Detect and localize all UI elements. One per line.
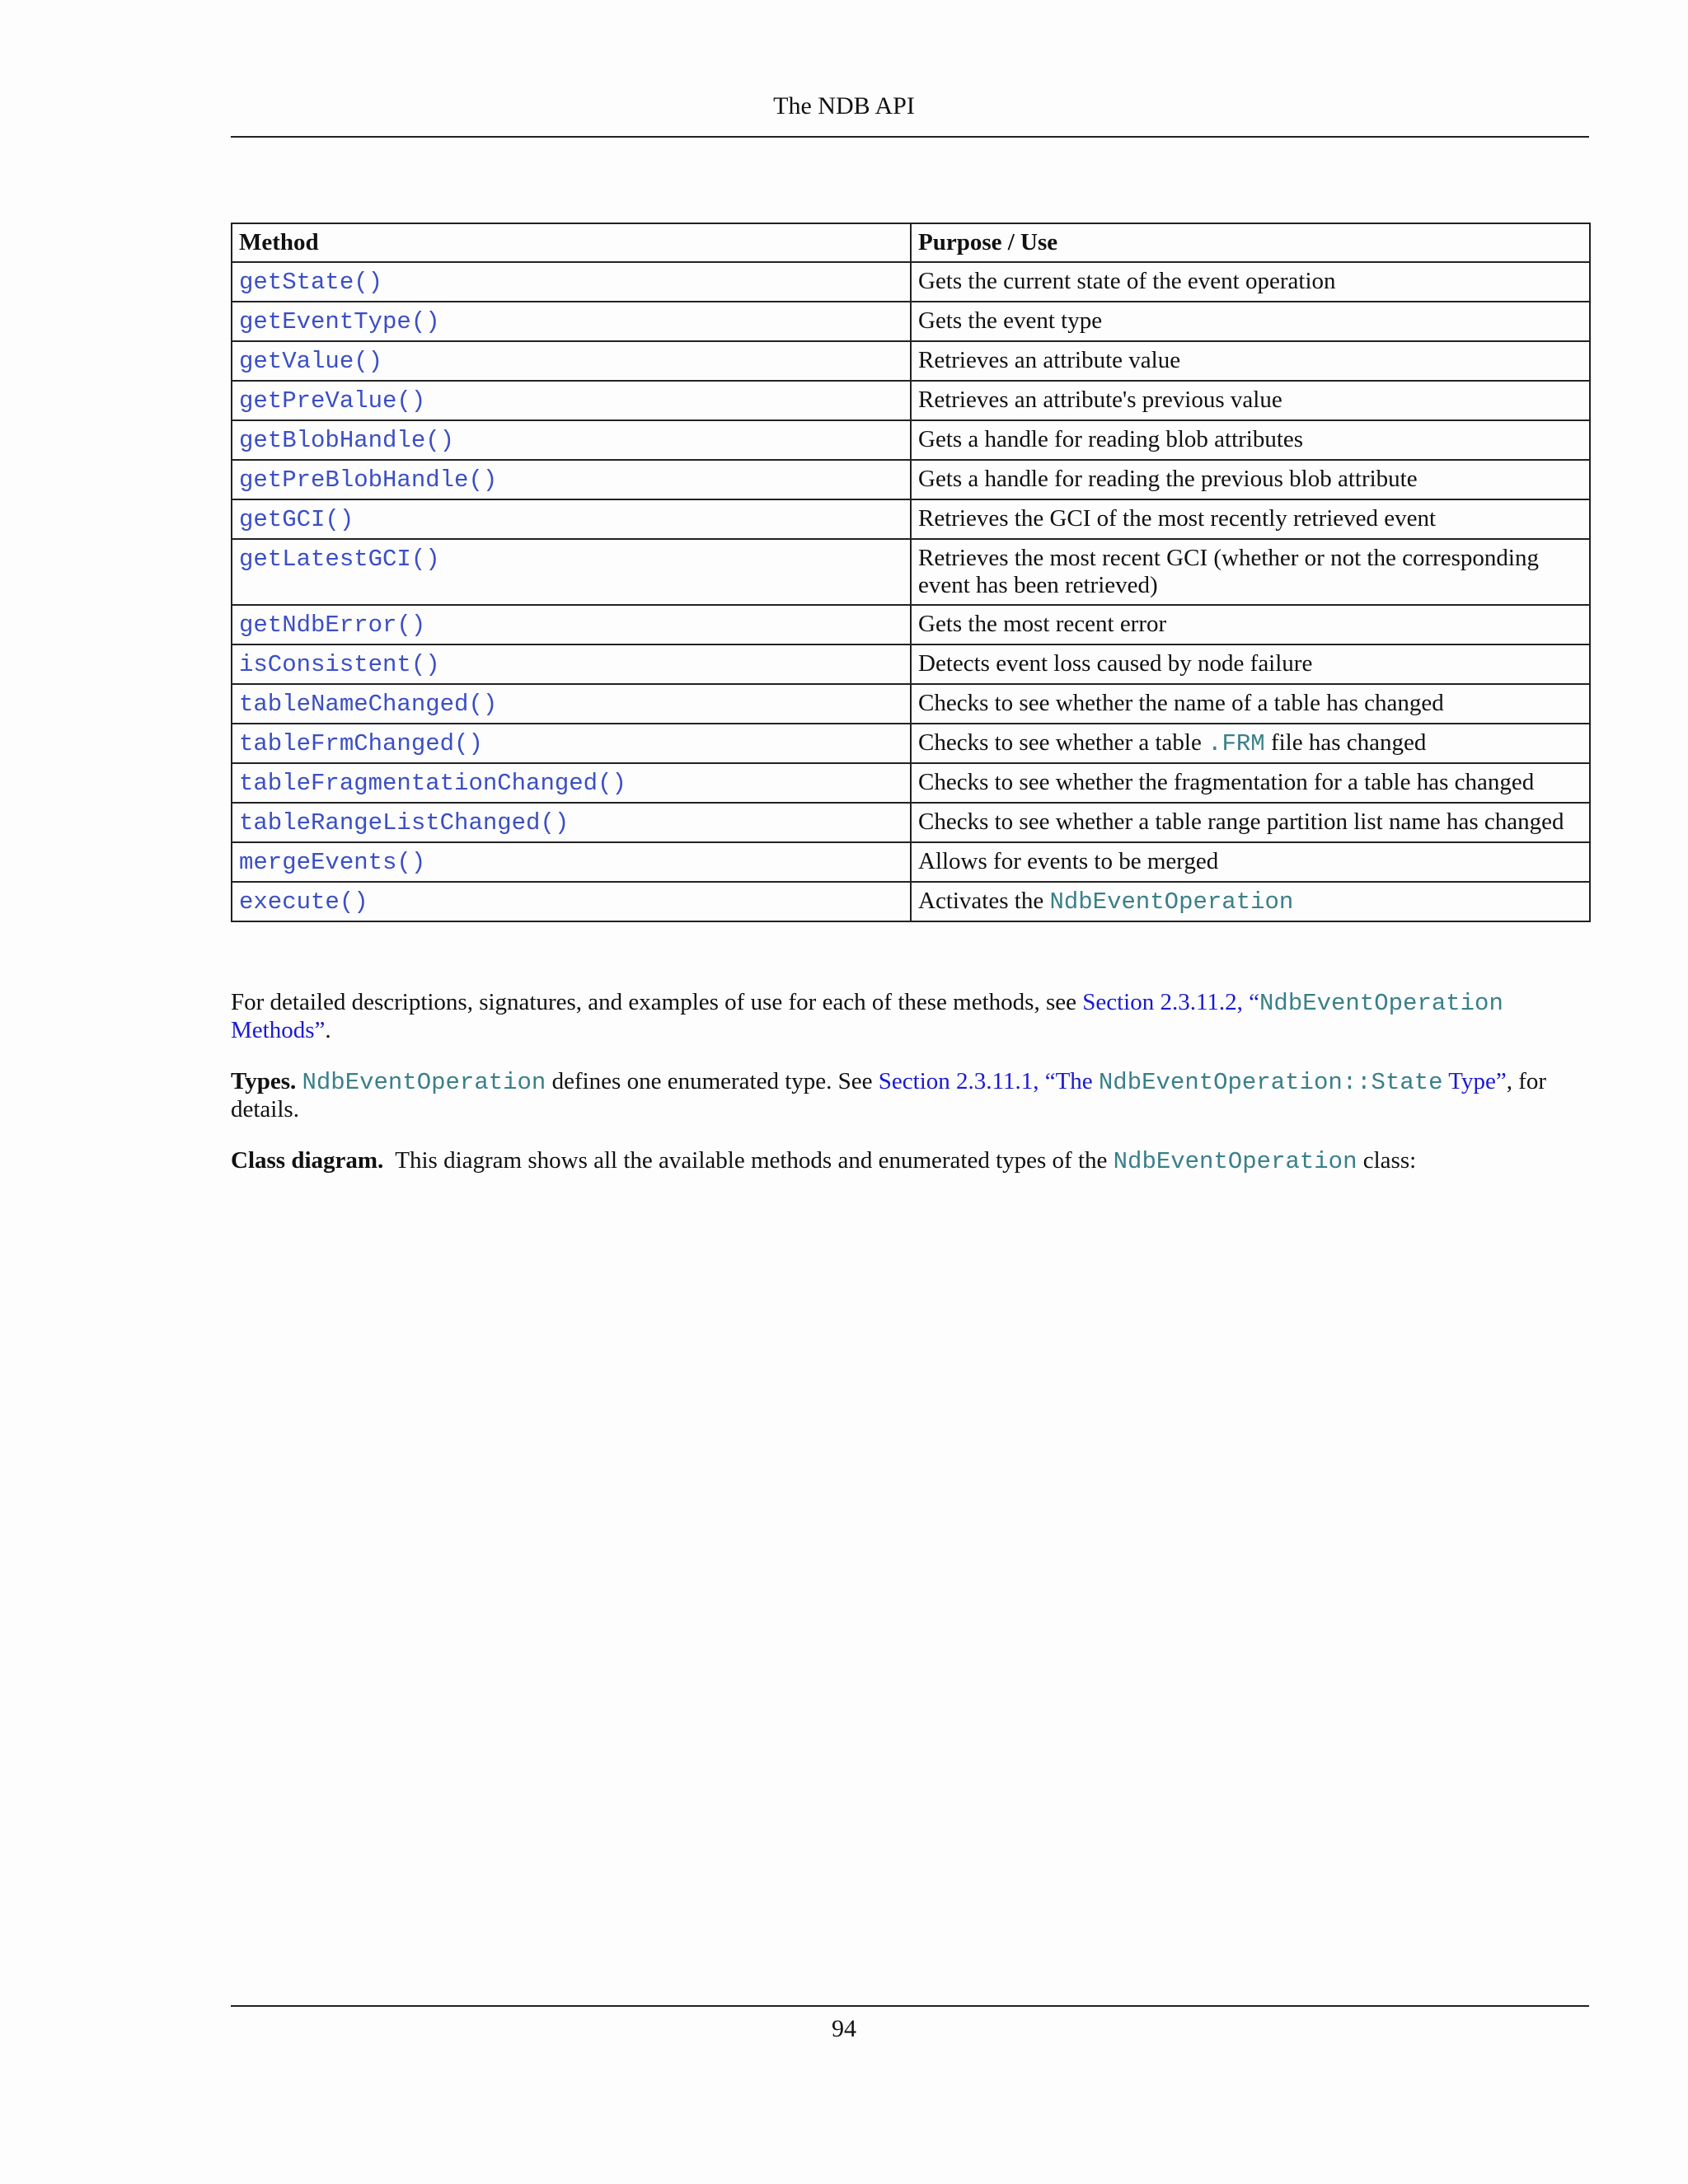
table-row <box>232 724 1590 763</box>
method-link-getlatestgci[interactable]: getLatestGCI() <box>239 546 440 573</box>
purpose-cell: Retrieves the GCI of the most recently retrieved event <box>911 499 1590 539</box>
purpose-cell <box>911 882 1590 921</box>
method-link-getgci[interactable]: getGCI() <box>239 506 354 533</box>
types-label: Types. <box>231 1068 297 1094</box>
method-link-tablefragmentationchanged[interactable]: tableFragmentationChanged() <box>239 770 626 797</box>
purpose-cell: Allows for events to be merged <box>911 842 1590 882</box>
link-text: Section 2.3.11.1, “The <box>878 1068 1099 1094</box>
link-text: Methods” <box>231 1017 326 1043</box>
purpose-cell: Gets a handle for reading blob attributes <box>911 420 1590 460</box>
table-row <box>232 684 1590 724</box>
table-row <box>232 381 1590 420</box>
class-diagram-paragraph <box>231 1147 1591 1175</box>
types-paragraph <box>231 1068 1591 1123</box>
paragraph-text: , for details. <box>231 1068 1547 1122</box>
purpose-cell: Gets a handle for reading the previous blob attribute <box>911 460 1590 499</box>
method-column-header: Method <box>232 223 911 262</box>
purpose-cell: Checks to see whether the name of a table has changed <box>911 684 1590 724</box>
purpose-cell: Checks to see whether a table range partition list name has changed <box>911 803 1590 842</box>
method-link-tablenamechanged[interactable]: tableNameChanged() <box>239 691 498 718</box>
purpose-cell: Detects event loss caused by node failure <box>911 644 1590 684</box>
purpose-text: Activates the <box>918 888 1050 914</box>
purpose-text: file has changed <box>1264 729 1427 756</box>
purpose-text: Checks to see whether a table <box>918 729 1208 756</box>
table-row <box>232 460 1590 499</box>
method-link-geteventtype[interactable]: getEventType() <box>239 308 440 335</box>
table-row <box>232 341 1590 381</box>
table-row <box>232 499 1590 539</box>
table-row <box>232 420 1590 460</box>
methods-table <box>231 223 1591 922</box>
purpose-column-header: Purpose / Use <box>911 223 1590 262</box>
purpose-cell: Checks to see whether the fragmentation for a table has changed <box>911 763 1590 803</box>
purpose-cell: Retrieves an attribute value <box>911 341 1590 381</box>
paragraph-text: For detailed descriptions, signatures, and examples of use for each of these methods, see <box>231 989 1083 1015</box>
method-link-isconsistent[interactable]: isConsistent() <box>239 651 440 678</box>
class-name-code: NdbEventOperation <box>302 1069 546 1096</box>
class-name-code: NdbEventOperation <box>1113 1148 1357 1175</box>
link-text: Type” <box>1442 1068 1507 1094</box>
purpose-cell: Retrieves an attribute's previous value <box>911 381 1590 420</box>
purpose-cell: Retrieves the most recent GCI (whether or not the corresponding event has been retrieved) <box>911 539 1590 605</box>
table-row <box>232 803 1590 842</box>
table-row <box>232 262 1590 302</box>
paragraph-text: . <box>325 1017 331 1043</box>
header-divider <box>231 136 1589 138</box>
footer-divider <box>231 2005 1589 2007</box>
table-row <box>232 605 1590 644</box>
page-number: 94 <box>832 2015 856 2042</box>
purpose-cell: Gets the event type <box>911 302 1590 341</box>
method-link-getstate[interactable]: getState() <box>239 269 383 296</box>
table-row <box>232 644 1590 684</box>
method-link-tablerangelistchanged[interactable]: tableRangeListChanged() <box>239 809 570 837</box>
method-link-getvalue[interactable]: getValue() <box>239 348 383 375</box>
paragraph-text: defines one enumerated type. See <box>546 1068 879 1094</box>
method-link-mergeevents[interactable]: mergeEvents() <box>239 849 426 876</box>
frm-file-code: .FRM <box>1207 730 1265 757</box>
link-code: NdbEventOperation::State <box>1098 1069 1443 1096</box>
paragraph-text: class: <box>1357 1147 1417 1174</box>
table-row <box>232 539 1590 605</box>
table-row <box>232 882 1590 921</box>
link-text: Section 2.3.11.2, “ <box>1082 989 1260 1015</box>
table-row <box>232 763 1590 803</box>
table-row <box>232 302 1590 341</box>
method-link-execute[interactable]: execute() <box>239 888 368 916</box>
method-link-getprevalue[interactable]: getPreValue() <box>239 387 426 415</box>
purpose-cell: Gets the most recent error <box>911 605 1590 644</box>
details-paragraph <box>231 989 1591 1044</box>
section-link-state-type[interactable] <box>879 1068 1507 1094</box>
class-name-code: NdbEventOperation <box>1049 888 1294 916</box>
table-row <box>232 842 1590 882</box>
link-code: NdbEventOperation <box>1259 990 1503 1017</box>
method-link-tablefrmchanged[interactable]: tableFrmChanged() <box>239 730 483 757</box>
purpose-cell <box>911 724 1590 763</box>
purpose-cell: Gets the current state of the event operation <box>911 262 1590 302</box>
method-link-getndberror[interactable]: getNdbError() <box>239 612 426 639</box>
paragraph-text: This diagram shows all the available methods and enumerated types of the <box>395 1147 1114 1174</box>
method-link-getblobhandle[interactable]: getBlobHandle() <box>239 427 455 454</box>
method-link-getpreblobhandle[interactable]: getPreBlobHandle() <box>239 466 498 494</box>
class-diagram-label: Class diagram. <box>231 1147 384 1174</box>
table-header-row <box>232 223 1590 262</box>
page-header-title: The NDB API <box>773 92 915 120</box>
